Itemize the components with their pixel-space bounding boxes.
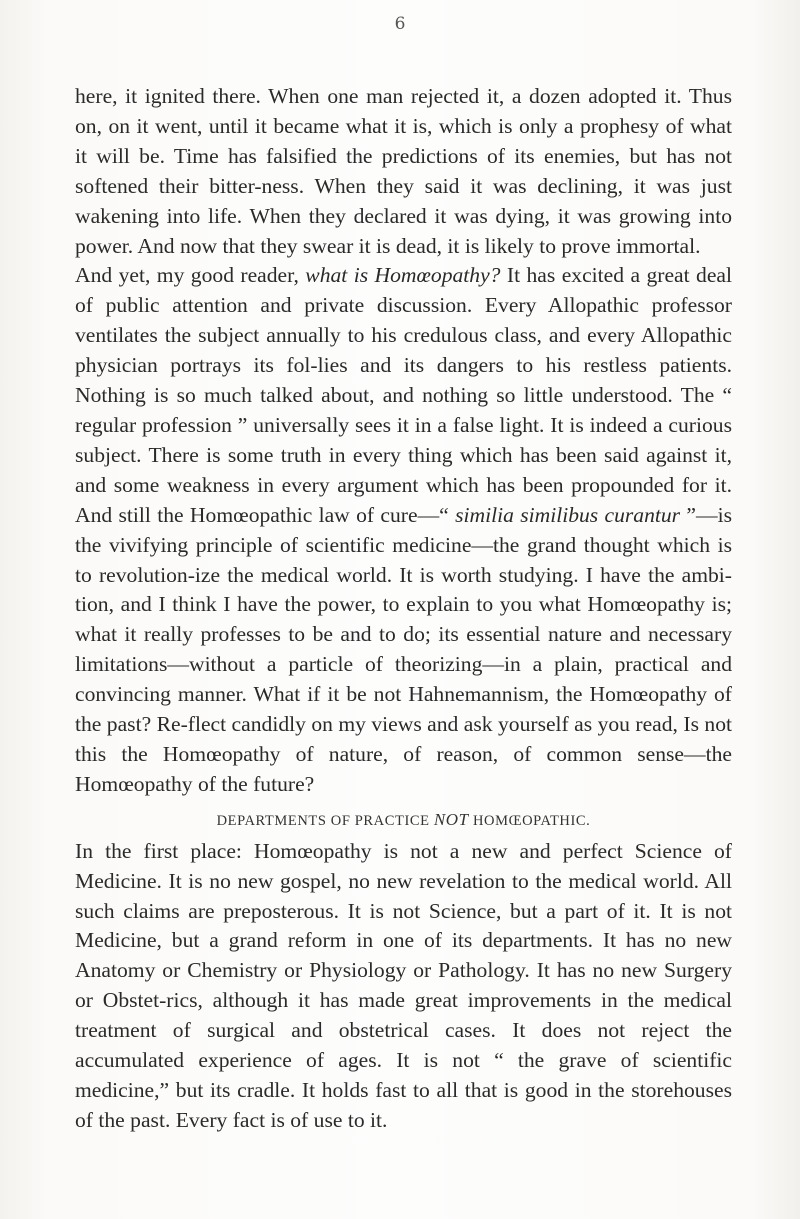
paragraph-2-conclusion: ”—is the vivifying principle of scientific medicine—the grand thought which is to revolution-ize the medical world. It is worth studying. I have the ambi-tion, and I think I have the power, to explain to you what Homœopathy is; what it really professes to be and to do; its essential nature and necessary limitations—without a particle of theorizing—in a plain, practical and convincing manner. What if it be not Hahnemannism, the Homœopathy of the past? Re-flect candidly on my views and ask yourself as you read, Is not this the Homœopathy of nature, of reason, of common sense—the Homœopathy of the future?	[75, 502, 732, 796]
paragraph-2-body: It has excited a great deal of public attention and private discussion. Every Allopathic professor ventilates the subject annually to his credulous class, and every Allopathic physician portrays its fol-lies and its dangers to his restless patients. Nothing is so much talked about, and nothing so little understood. The “ regular profession ” universally sees it in a false light. It is indeed a curious subject. There is some truth in every thing which has been said against it, and some weakness in every argument which has been propounded for it. And still the Homœopathic law of cure—“	[75, 263, 732, 527]
heading-not: NOT	[433, 809, 469, 829]
section-heading	[75, 806, 732, 835]
paragraph-3: In the first place: Homœopathy is not a new and perfect Science of Medicine. It is no new gospel, no new revelation to the medical world. All such claims are preposterous. It is not Science, but a part of it. It is not Medicine, but a grand reform in one of its departments. It has no new Anatomy or Chemistry or Physiology or Pathology. It has no new Surgery or Obstet-rics, although it has made great improvements in the medical treatment of surgical and obstetrical cases. It does not reject the accumulated experience of ages. It is not “ the grave of scientific medicine,” but its cradle. It holds fast to all that is good in the storehouses of the past. Every fact is of use to it.	[75, 838, 732, 1132]
heading-start: DEPARTMENTS OF PRACTICE	[216, 812, 434, 829]
paragraph-2	[75, 261, 732, 799]
latin-motto: similia similibus curantur	[455, 502, 681, 527]
body-text	[75, 82, 732, 1136]
page-number: 6	[394, 14, 406, 34]
paragraph-2-intro: And yet, my good reader,	[75, 263, 306, 288]
paragraph-2-question: what is Homœopathy?	[305, 263, 501, 288]
heading-end: HOMŒOPATHIC.	[468, 812, 591, 829]
paragraph-1: here, it ignited there. When one man rejected it, a dozen adopted it. Thus on, on it went, until it became what it is, which is only a prophesy of what it will be. Time has falsified the predictions of its enemies, but has not softened their bitter-ness. When they said it was declining, it was just wakening into life. When they declared it was dying, it was growing into power. And now that they swear it is dead, it is likely to prove immortal.	[75, 84, 732, 258]
